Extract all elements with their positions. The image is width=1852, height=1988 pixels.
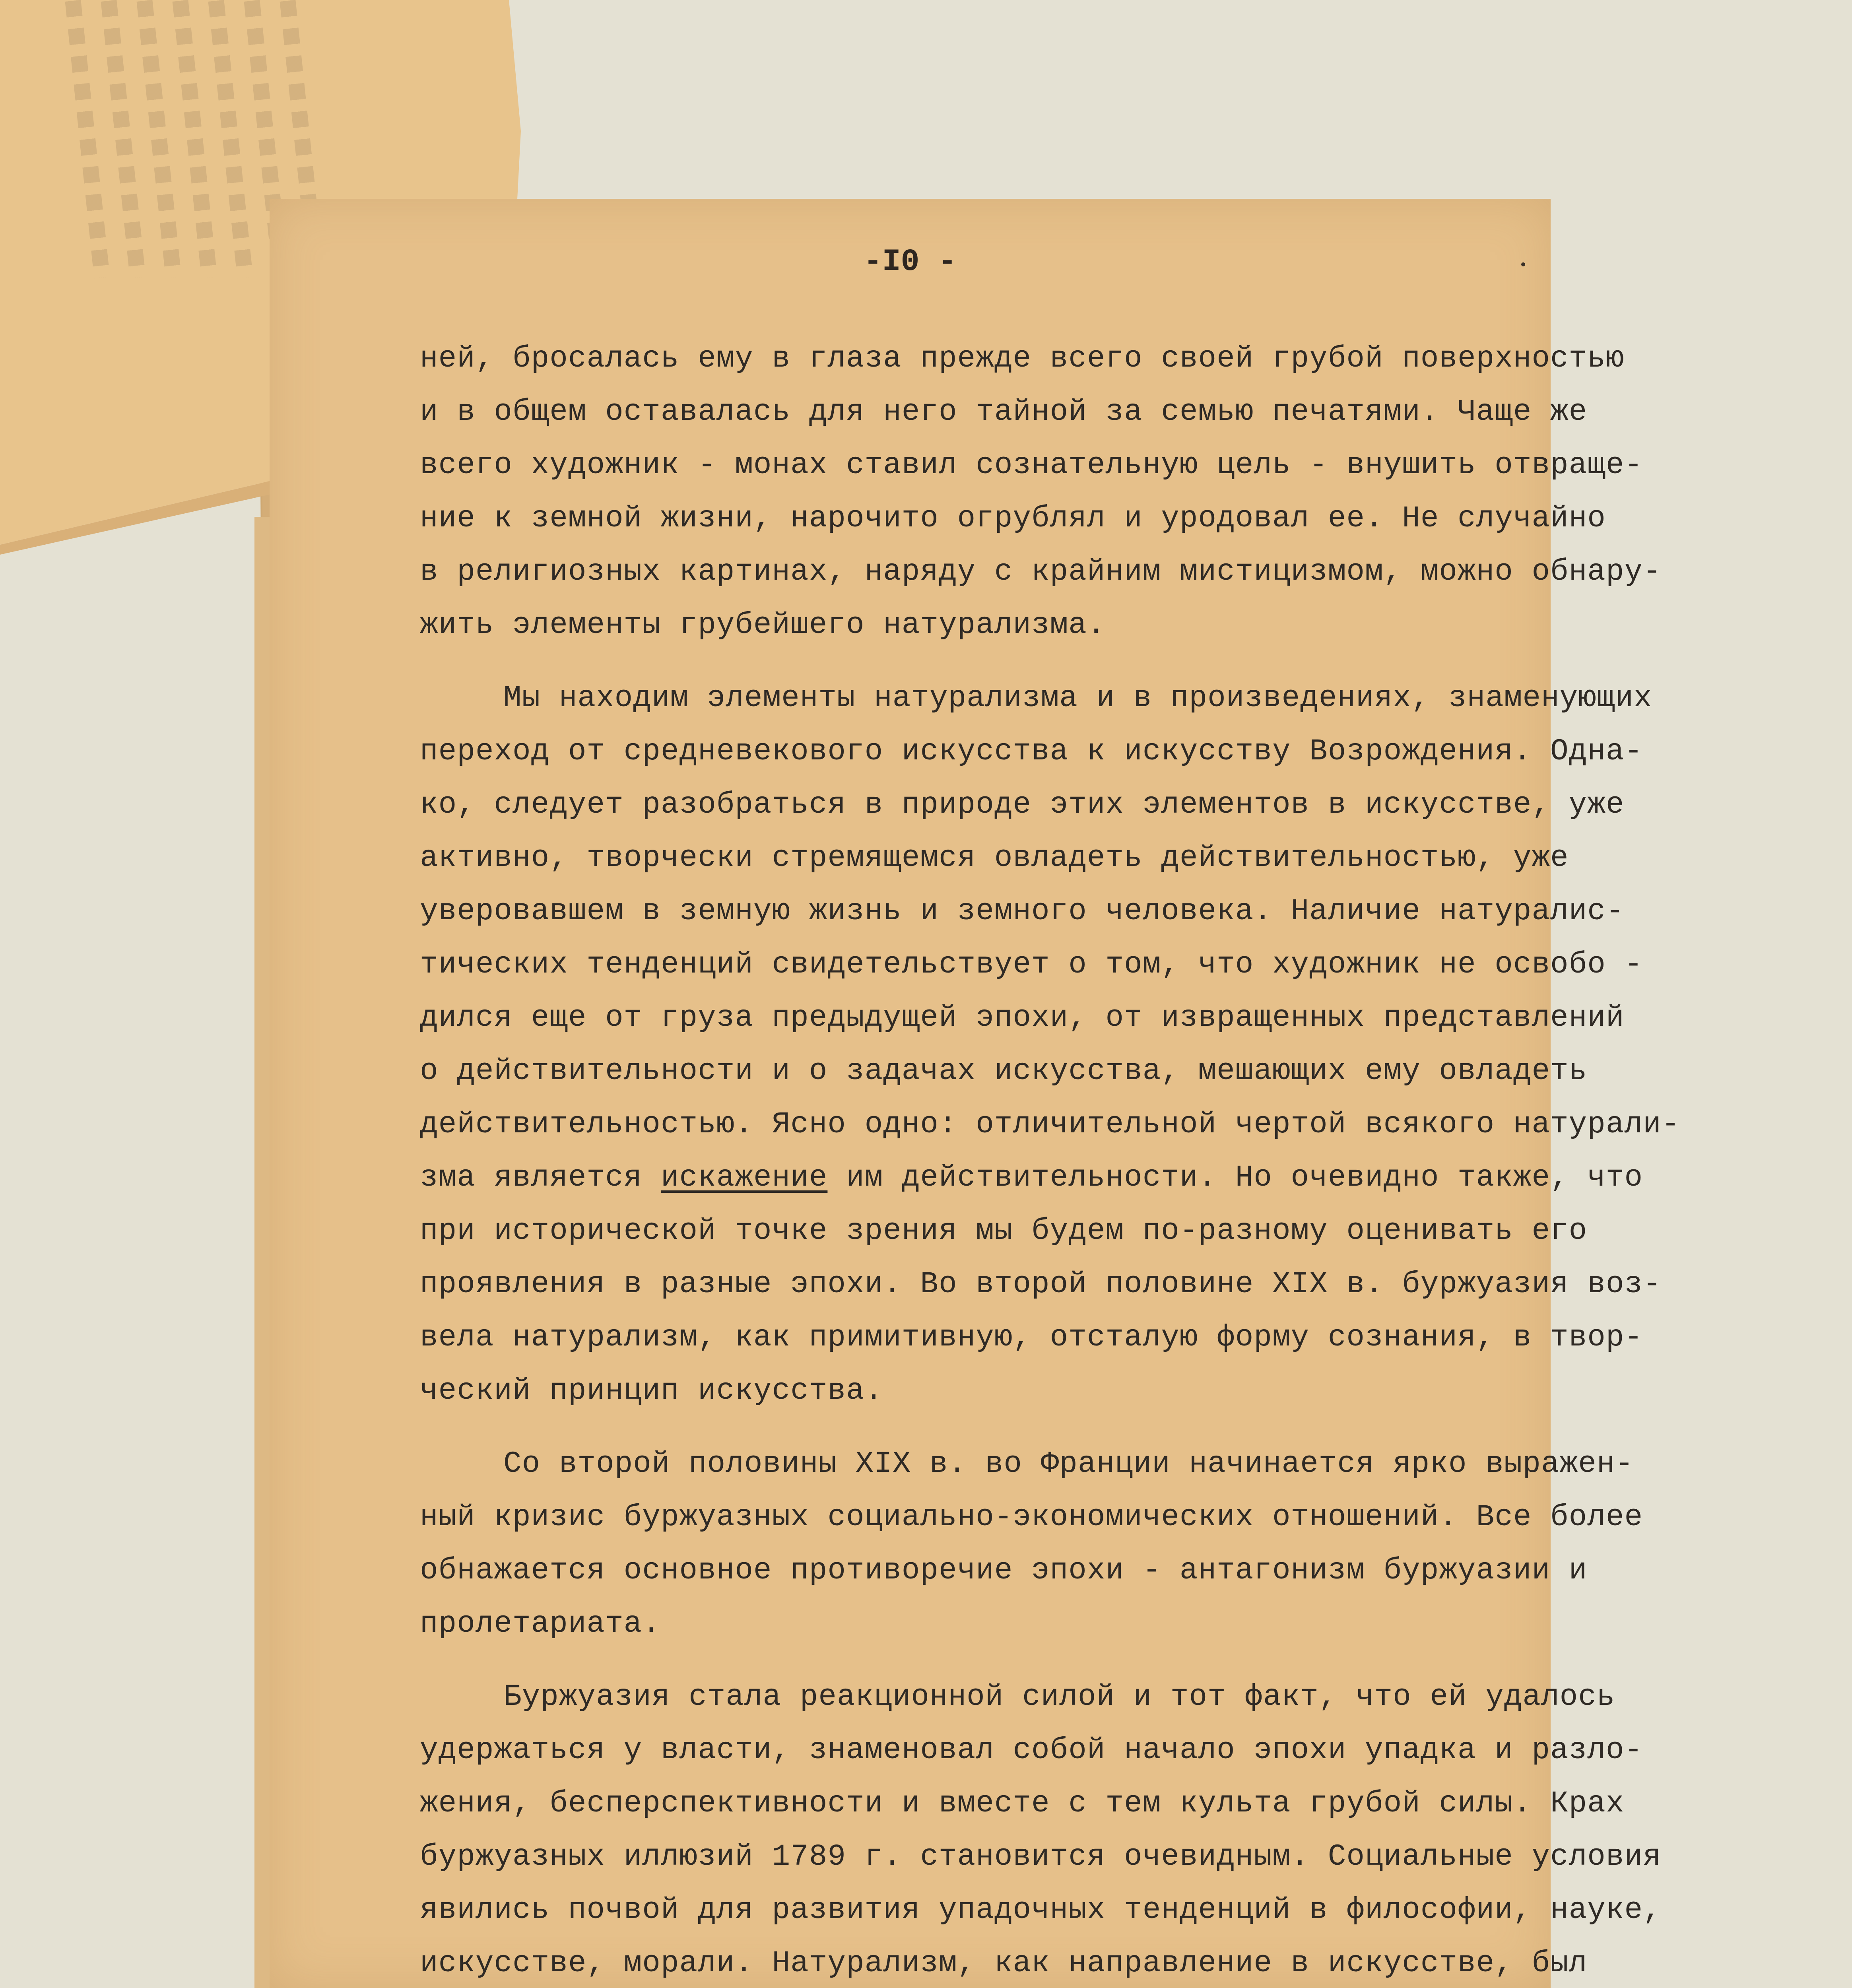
text-line: ние к земной жизни, нарочито огрублял и уродовал ее. Не случайно	[420, 501, 1606, 536]
text-line: ко, следует разобраться в природе этих элементов в искусстве, уже	[420, 788, 1625, 822]
text-line: явились почвой для развития упадочных тенденций в философии, науке,	[420, 1893, 1662, 1927]
body-text	[420, 332, 1680, 1988]
text-line	[420, 1151, 1643, 1204]
paragraph	[420, 672, 1680, 1417]
text-line: активно, творчески стремящемся овладеть действительностью, уже	[420, 841, 1569, 875]
text-line: пролетариата.	[420, 1607, 661, 1641]
paragraph	[420, 332, 1662, 652]
text-line: и в общем оставалась для него тайной за семью печатями. Чаще же	[420, 395, 1588, 429]
text-line: искусстве, морали. Натурализм, как направление в искусстве, был	[420, 1946, 1588, 1980]
ink-dot	[1521, 262, 1525, 266]
text-line: проявления в разные эпохи. Во второй половине XIX в. буржуазия воз-	[420, 1267, 1662, 1301]
text-line: при исторической точке зрения мы будем по-разному оценивать его	[420, 1214, 1588, 1248]
text-line: уверовавшем в земную жизнь и земного человека. Наличие натуралис-	[420, 894, 1625, 928]
document-page	[270, 199, 1680, 1988]
text-segment: зма является	[420, 1161, 661, 1195]
text-line: Мы находим элементы натурализма и в произведениях, знаменующих	[503, 681, 1652, 715]
text-line: жить элементы грубейшего натурализма.	[420, 608, 1106, 642]
text-line: жения, бесперспективности и вместе с тем культа грубой силы. Крах	[420, 1786, 1625, 1821]
paragraph-gap	[420, 652, 1477, 672]
paragraph-gap	[420, 1650, 1477, 1670]
text-line: буржуазных иллюзий 1789 г. становится очевидным. Социальные условия	[420, 1840, 1662, 1874]
paragraph	[420, 1670, 1662, 1988]
text-line: действительностью. Ясно одно: отличительной чертой всякого натурали-	[420, 1107, 1680, 1142]
text-line: ный кризис буржуазных социально-экономических отношений. Все более	[420, 1500, 1643, 1534]
text-line: Буржуазия стала реакционной силой и тот факт, что ей удалось	[503, 1680, 1615, 1714]
text-line: тических тенденций свидетельствует о том, что художник не освобо -	[420, 947, 1643, 982]
text-segment: им действительности. Но очевидно также, что	[827, 1161, 1643, 1195]
text-line: о действительности и о задачах искусства, мешающих ему овладеть	[420, 1054, 1588, 1088]
paragraph-gap	[420, 1417, 1477, 1437]
underlined-word: искажение	[660, 1161, 828, 1195]
page-number: -I0 -	[863, 245, 957, 280]
text-line: обнажается основное противоречие эпохи - антагонизм буржуазии и	[420, 1553, 1588, 1588]
text-line: вела натурализм, как примитивную, отсталую форму сознания, в твор-	[420, 1320, 1643, 1355]
text-line: ней, бросалась ему в глаза прежде всего своей грубой поверхностью	[420, 342, 1625, 376]
paragraph	[420, 1437, 1643, 1650]
text-line: дился еще от груза предыдущей эпохи, от извращенных представлений	[420, 1001, 1625, 1035]
text-line: всего художник - монах ставил сознательную цель - внушить отвраще-	[420, 448, 1643, 482]
text-line: Со второй половины XIX в. во Франции начинается ярко выражен-	[503, 1447, 1634, 1481]
text-line: ческий принцип искусства.	[420, 1374, 883, 1408]
text-line: в религиозных картинах, наряду с крайним мистицизмом, можно обнару-	[420, 555, 1662, 589]
text-line: удержаться у власти, знаменовал собой начало эпохи упадка и разло-	[420, 1733, 1643, 1767]
text-line: переход от средневекового искусства к искусству Возрождения. Одна-	[420, 734, 1643, 769]
